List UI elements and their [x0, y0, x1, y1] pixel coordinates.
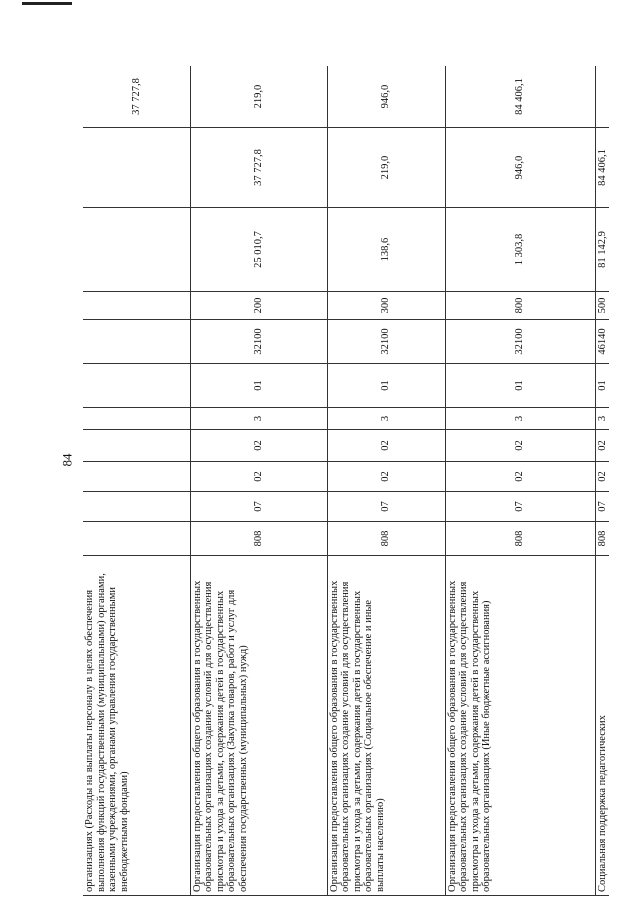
code-program-cell — [83, 430, 190, 462]
code-measure-cell — [83, 364, 190, 408]
scan-artifact-line — [22, 2, 72, 5]
code-expense-type-cell: 800 — [445, 292, 595, 320]
amount-cell-1: 81 142,9 — [595, 208, 609, 292]
code-subsection-cell: 02 — [190, 462, 327, 492]
row-name-cell: Организация предоставления общего образования в государственных образовательных организациях создание условий для осуществления присмотра и ухода за детьми, содержания детей в государственных образовательных организациях (Закупка товаров, работ и услуг для обеспечения государственных (муниципальных) нужд) — [190, 556, 327, 896]
code-expense-type-cell: 200 — [190, 292, 327, 320]
code-program-cell: 02 — [445, 430, 595, 462]
code-direction-cell — [83, 320, 190, 364]
table-row — [190, 66, 327, 896]
code-subprogram-cell: 3 — [327, 408, 445, 430]
code-admin-cell: 808 — [445, 522, 595, 556]
code-section-cell — [83, 492, 190, 522]
code-section-cell: 07 — [190, 492, 327, 522]
code-measure-cell: 01 — [190, 364, 327, 408]
amount-cell-1 — [83, 208, 190, 292]
amount-cell-1: 1 303,8 — [445, 208, 595, 292]
table-row — [327, 66, 445, 896]
code-expense-type-cell: 500 — [595, 292, 609, 320]
code-section-cell: 07 — [327, 492, 445, 522]
code-measure-cell: 01 — [445, 364, 595, 408]
code-program-cell: 02 — [327, 430, 445, 462]
code-subsection-cell — [83, 462, 190, 492]
code-direction-cell: 32100 — [327, 320, 445, 364]
amount-cell-3: 219,0 — [190, 66, 327, 128]
code-expense-type-cell: 300 — [327, 292, 445, 320]
budget-table — [83, 66, 609, 896]
code-section-cell: 07 — [595, 492, 609, 522]
code-admin-cell — [83, 522, 190, 556]
amount-cell-3: 946,0 — [327, 66, 445, 128]
amount-cell-1: 138,6 — [327, 208, 445, 292]
row-name-cell: Организация предоставления общего образования в государственных образовательных организациях создание условий для осуществления присмотра и ухода за детьми, содержания детей в государственных образовательных организациях (Социальное обеспечение и иные выплаты населению) — [327, 556, 445, 896]
table-row — [83, 66, 190, 896]
code-subprogram-cell: 3 — [190, 408, 327, 430]
code-direction-cell: 32100 — [190, 320, 327, 364]
amount-cell-2: 84 406,1 — [595, 128, 609, 208]
code-program-cell: 02 — [190, 430, 327, 462]
page-number: 84 — [59, 453, 75, 467]
code-direction-cell: 46140 — [595, 320, 609, 364]
amount-cell-2: 219,0 — [327, 128, 445, 208]
code-subsection-cell: 02 — [327, 462, 445, 492]
code-measure-cell: 01 — [595, 364, 609, 408]
code-measure-cell: 01 — [327, 364, 445, 408]
row-name-cell: Организация предоставления общего образования в государственных образовательных организациях создание условий для осуществления присмотра и ухода за детьми, содержания детей в государственных образовательных организациях (Иные бюджетные ассигнования) — [445, 556, 595, 896]
code-subprogram-cell: 3 — [445, 408, 595, 430]
code-section-cell: 07 — [445, 492, 595, 522]
table-row — [445, 66, 595, 896]
row-name-cell: Социальная поддержка педагогических — [595, 556, 609, 896]
code-admin-cell: 808 — [595, 522, 609, 556]
amount-cell-2: 37 727,8 — [190, 128, 327, 208]
code-expense-type-cell — [83, 292, 190, 320]
row-name-cell: организациях (Расходы на выплаты персоналу в целях обеспечения выполнения функций государственными (муниципальными) органами, казенными учреждениями, органами управления государственными внебюджетными фондами) — [83, 556, 190, 896]
rotated-table-layer — [83, 66, 609, 896]
amount-cell-2 — [83, 128, 190, 208]
amount-cell-3: 84 406,1 — [445, 66, 595, 128]
code-subprogram-cell: 3 — [595, 408, 609, 430]
code-subprogram-cell — [83, 408, 190, 430]
amount-cell-3: 37 727,8 — [83, 66, 190, 128]
amount-cell-1: 25 010,7 — [190, 208, 327, 292]
code-program-cell: 02 — [595, 430, 609, 462]
code-subsection-cell: 02 — [595, 462, 609, 492]
code-direction-cell: 32100 — [445, 320, 595, 364]
amount-cell-2: 946,0 — [445, 128, 595, 208]
budget-table-container — [83, 66, 609, 896]
amount-cell-3 — [595, 66, 609, 128]
code-subsection-cell: 02 — [445, 462, 595, 492]
table-row — [595, 66, 609, 896]
code-admin-cell: 808 — [190, 522, 327, 556]
code-admin-cell: 808 — [327, 522, 445, 556]
